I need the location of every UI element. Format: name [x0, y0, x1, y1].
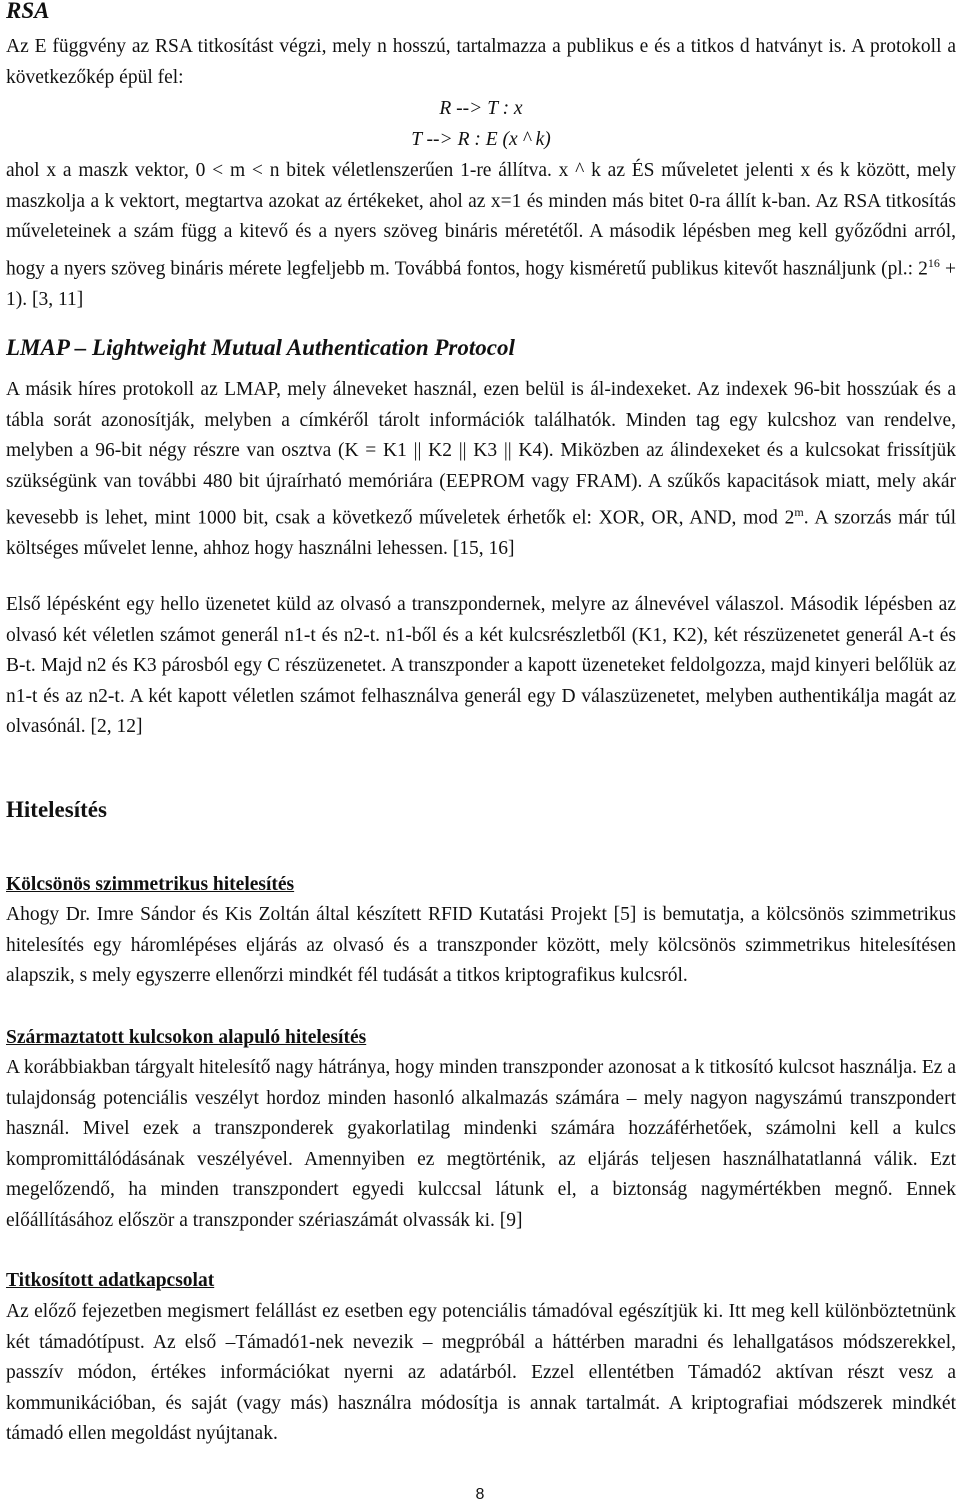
protocol-step-1: R --> T : x: [439, 98, 523, 119]
lmap-p1-end: . A szorzás már túl költséges művelet lenne, ahhoz hogy használni lehessen. [15, 16]: [6, 507, 956, 560]
section-title-rsa: RSA: [6, 0, 50, 23]
protocol-step-2: T --> R : E (x ^ k): [411, 129, 551, 150]
section-title-lmap: LMAP – Lightweight Mutual Authentication Protocol: [6, 335, 515, 360]
rsa-body-text: ahol x a maszk vektor, 0 < m < n bitek véletlenszerűen 1-re állítva. x ^ k az ÉS műveletet jelenti x és k között, mely maszkolja a k vektort, megtartva azokat az értékeket, ahol az x=1 és minden más bitet 0-ra állít k-ban. Az RSA titkosítás műveleteinek a szám függ a kitevő és a nyers szöveg bináris méretétől. A második lépésben meg kell győződni arról, hogy a nyers szöveg bináris mérete legfeljebb m. Továbbá fontos, hogy kisméretű publikus kitevőt használjunk (pl.: 2: [6, 160, 956, 280]
szarmaztatott-paragraph: A korábbiakban tárgyalt hitelesítő nagy hátránya, hogy minden transzponder azonosat a k titkosító kulcsot használja. Ez a tulajdonság potenciális veszélyt hordoz minden hasonló alkalmazás számára – mely nagyon nagyszámú transzpondert használ. Mivel ezek a transzponderek gyakorlatilag mindenki számára hozzáférhetőek, számolni kell a kulcs kompromittálódásának veszélyével. Amennyiben ez megtörténik, az eljárás teljesen használhatatlanná válik. Ezt megelőzendő, ha minden transzpondert egyedi kulccsal látunk el, a biztonság nagymértékben megnő. Ennek előállításához először a transzponder szériaszámát olvassák ki. [9]: [6, 1057, 956, 1231]
lmap-p1-text: A másik híres protokoll az LMAP, mely álneveket használ, ezen belül is ál-indexeket. Az indexek 96-bit hosszúak és a tábla sorát azonosítják, melyben a címkéről tárolt információk találhatók. Minden tag egy kulcshoz van rendelve, melyben a 96-bit négy részre van osztva (K = K1 || K2 || K3 || K4). Miközben az álindexeket és a kulcsokat frissítjük szükségünk van további 480 bit újraírható memóriára (EEPROM vagy FRAM). A szűkős kapacitások miatt, mely akár kevesebb is lehet, mint 1000 bit, csak a következő műveletek érhetők el: XOR, OR, AND, mod 2: [6, 379, 956, 529]
section-title-hitelesites: Hitelesítés: [6, 797, 107, 822]
rsa-body-paragraph: [6, 156, 956, 315]
page-number: 8: [475, 1486, 485, 1503]
rsa-intro-paragraph: Az E függvény az RSA titkosítást végzi, mely n hosszú, tartalmazza a publikus e és a titkos d hatványt is. A protokoll a következőkép épül fel:: [6, 36, 956, 88]
lmap-exponent: m: [794, 505, 804, 520]
lmap-paragraph-2: Első lépésként egy hello üzenetet küld az olvasó a transzpondernek, melyre az álnevével válaszol. Második lépésben az olvasó két véletlen számot generál n1-t és n2-t. n1-ből és a két kulcsrészletből (K1, K2), két részüzenetet generál A-t és B-t. Majd n2 és K3 párosból egy C részüzenetet. A transzponder a kapott üzeneteket feldolgozza, majd kinyeri belőlük az n1-t és az n2-t. A két kapott véletlen számot felhasználva generál egy D válaszüzenetet, melyben authentikálja magát az olvasónál. [2, 12]: [6, 594, 956, 738]
lmap-paragraph-1: [6, 375, 956, 565]
subsection-title-kolcsonos: Kölcsönös szimmetrikus hitelesítés: [6, 874, 295, 895]
subsection-title-szarmaztatott: Származtatott kulcsokon alapuló hitelesítés: [6, 1027, 367, 1048]
rsa-exponent: 16: [927, 255, 940, 270]
rsa-body-end: + 1). [3, 11]: [6, 258, 956, 310]
subsection-title-titkositott: Titkosított adatkapcsolat: [6, 1270, 215, 1291]
titkositott-paragraph: Az előző fejezetben megismert felállást ez esetben egy potenciális támadóval egészítjük ki. Itt meg kell különböztetnünk két támadótípust. Az első –Támadó1-nek nevezik – megpróbál a háttérben maradni és lehallgatásos módszerekkel, passzív módon, értékes információkat nyerni az adatárból. Ezzel ellentétben Támadó2 aktívan részt vesz a kommunikációban, és saját (vagy más) használra módosítja is annak tartalmát. A kriptografiai módszerek mindkét támadó ellen megoldást nyújtanak.: [6, 1301, 956, 1445]
kolcsonos-paragraph: Ahogy Dr. Imre Sándor és Kis Zoltán által készített RFID Kutatási Projekt [5] is bemutatja, a kölcsönös szimmetrikus hitelesítés egy háromlépéses eljárás az olvasó és a transzponder között, mely kölcsönös szimmetrikus hitelesítésen alapszik, s mely egyszerre ellenőrzi mindkét fél tudását a titkos kriptografikus kulcsról.: [6, 904, 956, 987]
